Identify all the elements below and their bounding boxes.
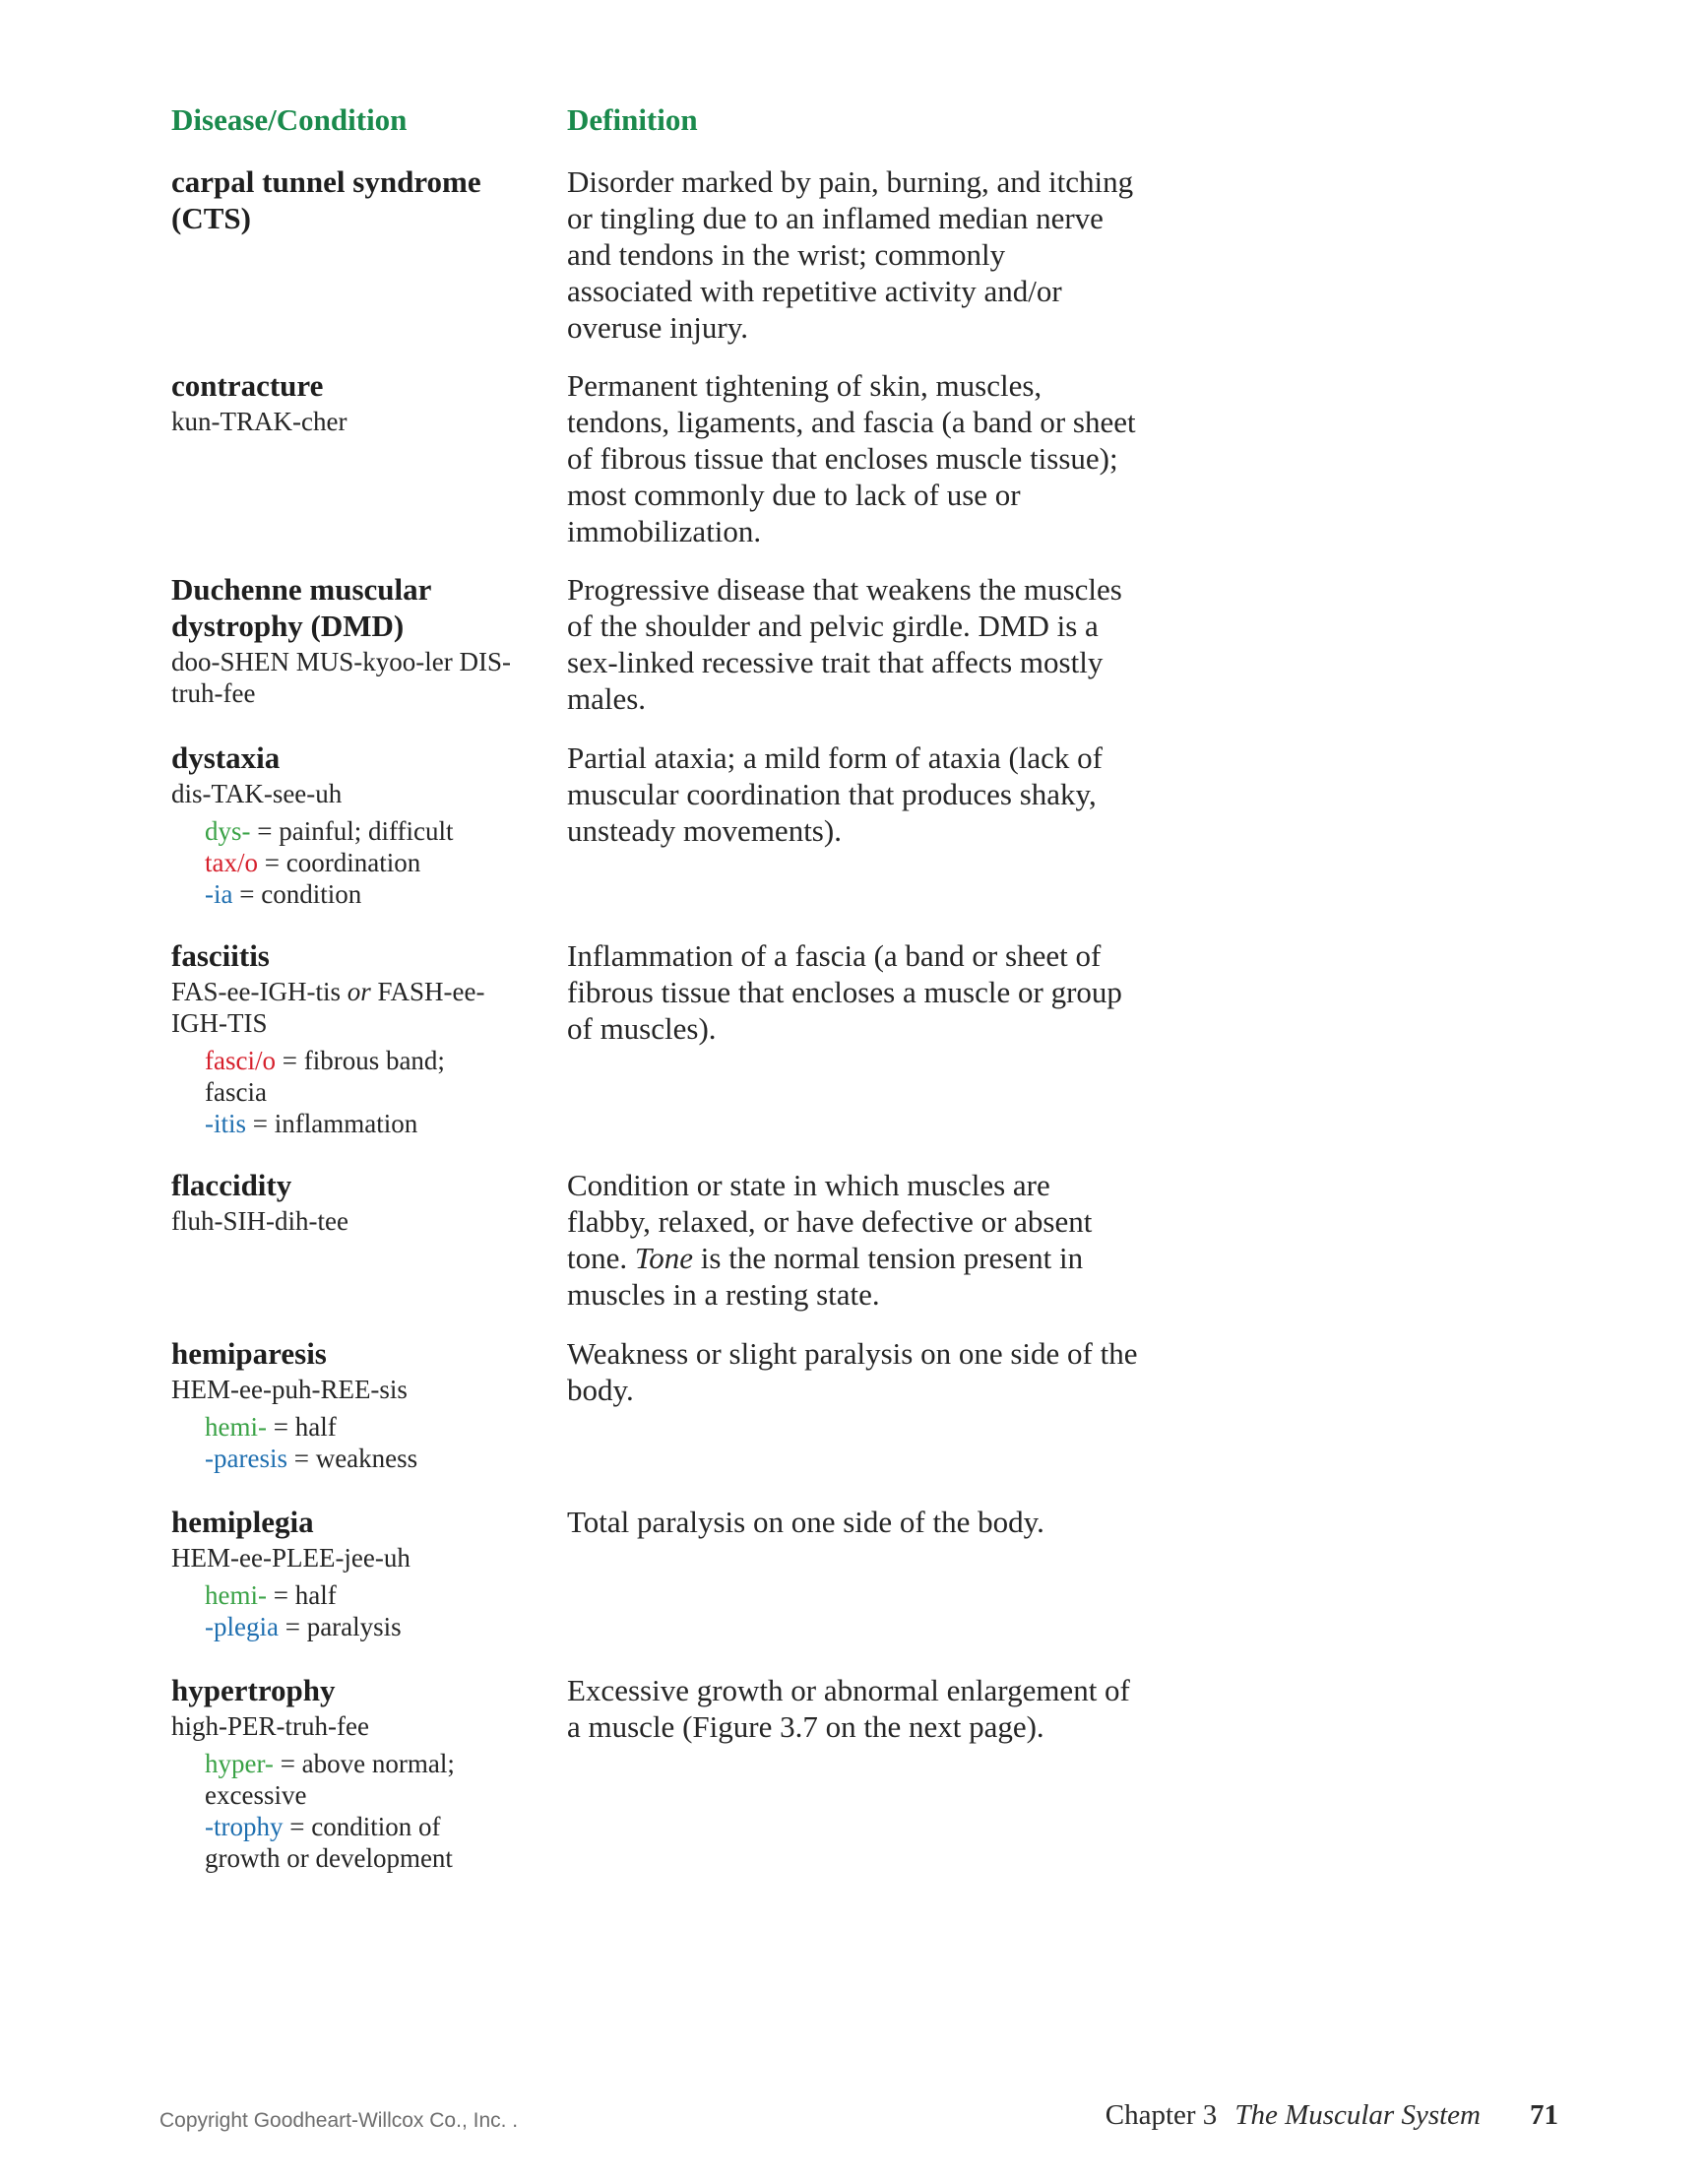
- word-part: [205, 1611, 545, 1642]
- word-part-meaning: = paralysis: [278, 1612, 402, 1641]
- word-parts: [205, 815, 545, 910]
- chapter-label: Chapter 3: [1105, 2099, 1218, 2131]
- definition: Partial ataxia; a mild form of ataxia (lack of muscular coordination that produces shaky, unsteady movements).: [567, 740, 1103, 848]
- word-parts: [205, 1579, 545, 1642]
- word-part-meaning: = half: [266, 1412, 337, 1442]
- page-number: 71: [1530, 2099, 1558, 2131]
- word-part-suffix: -paresis: [205, 1444, 287, 1473]
- word-part: [205, 1579, 545, 1611]
- word-part-suffix: -ia: [205, 879, 233, 909]
- definition: Inflammation of a fascia (a band or sheet of fibrous tissue that encloses a muscle or group of muscles).: [567, 938, 1122, 1046]
- word-part: [205, 1748, 500, 1811]
- word-parts: [205, 1411, 545, 1474]
- pronunciation: dis-TAK-see-uh: [171, 779, 343, 808]
- definition: Disorder marked by pain, burning, and itching or tingling due to an inflamed median nerve and tendons in the wrist; commonly associated with repetitive activity and/or overuse injury.: [567, 164, 1134, 345]
- word-part-suffix: -plegia: [205, 1612, 279, 1641]
- term: fasciitis: [171, 938, 270, 973]
- word-part: [205, 1443, 545, 1474]
- running-footer: [1106, 2099, 1558, 2132]
- word-part-prefix: dys-: [205, 816, 251, 846]
- word-part-prefix: hyper-: [205, 1749, 274, 1778]
- word-part: [205, 878, 545, 910]
- word-part-meaning: = above normal; excessive: [205, 1749, 455, 1810]
- word-part-suffix: -itis: [205, 1109, 247, 1138]
- pronunciation: kun-TRAK-cher: [171, 407, 348, 436]
- word-part-meaning: = weakness: [286, 1444, 418, 1473]
- word-part-meaning: = condition: [232, 879, 362, 909]
- definition: Progressive disease that weakens the muscles of the shoulder and pelvic girdle. DMD is a sex-linked recessive trait that affects mostly males.: [567, 572, 1122, 716]
- term: carpal tunnel syndrome (CTS): [171, 164, 481, 235]
- word-part-meaning: = coordination: [258, 848, 421, 877]
- word-part: [205, 1045, 500, 1108]
- pronunciation: HEM-ee-PLEE-jee-uh: [171, 1543, 411, 1573]
- word-part-root: tax/o: [205, 848, 258, 877]
- definition: Total paralysis on one side of the body.: [567, 1505, 1044, 1539]
- word-part-prefix: hemi-: [205, 1412, 267, 1442]
- term: hemiplegia: [171, 1505, 314, 1539]
- word-part-meaning: = inflammation: [246, 1109, 418, 1138]
- copyright-notice: Copyright Goodheart-Willcox Co., Inc. .: [159, 2109, 519, 2132]
- word-part: [205, 847, 545, 878]
- word-part: [205, 1411, 545, 1443]
- definition: Condition or state in which muscles are flabby, relaxed, or have defective or absent tone. Tone is the normal tension present in muscles in a resting state.: [567, 1168, 1093, 1312]
- word-part: [205, 1108, 500, 1139]
- word-parts: [205, 1045, 500, 1139]
- term: contracture: [171, 368, 324, 403]
- emphasis: Tone: [634, 1241, 694, 1275]
- term: dystaxia: [171, 740, 281, 775]
- definition: Permanent tightening of skin, muscles, tendons, ligaments, and fascia (a band or sheet of fibrous tissue that encloses muscle tissue); most commonly due to lack of use or immobilization.: [567, 368, 1136, 548]
- pronunciation: doo-SHEN MUS-kyoo-ler DIS-truh-fee: [171, 647, 511, 708]
- word-part-root: fasci/o: [205, 1046, 276, 1075]
- word-part-prefix: hemi-: [205, 1580, 267, 1610]
- term: flaccidity: [171, 1168, 292, 1202]
- word-part: [205, 815, 545, 847]
- pronunciation: HEM-ee-puh-REE-sis: [171, 1375, 408, 1404]
- word-part-meaning: = fibrous band; fascia: [205, 1046, 445, 1107]
- word-part: [205, 1811, 500, 1874]
- definition: Excessive growth or abnormal enlargement of a muscle (Figure 3.7 on the next page).: [567, 1673, 1130, 1744]
- word-part-meaning: = painful; difficult: [250, 816, 454, 846]
- term: hemiparesis: [171, 1336, 327, 1371]
- pronunciation: high-PER-truh-fee: [171, 1711, 369, 1741]
- word-part-meaning: = half: [266, 1580, 337, 1610]
- column-header-term: Disease/Condition: [171, 102, 408, 137]
- pronunciation: fluh-SIH-dih-tee: [171, 1206, 348, 1236]
- term: hypertrophy: [171, 1673, 336, 1707]
- definition: Weakness or slight paralysis on one side of the body.: [567, 1336, 1138, 1407]
- word-part-suffix: -trophy: [205, 1812, 284, 1841]
- column-header-definition: Definition: [567, 102, 698, 137]
- chapter-title: The Muscular System: [1234, 2099, 1481, 2131]
- pronunciation: FAS-ee-IGH-tis or FASH-ee-IGH-TIS: [171, 977, 485, 1038]
- word-parts: [205, 1748, 500, 1874]
- term: Duchenne muscular dystrophy (DMD): [171, 572, 431, 643]
- word-part-meaning: = condition of growth or development: [205, 1812, 453, 1873]
